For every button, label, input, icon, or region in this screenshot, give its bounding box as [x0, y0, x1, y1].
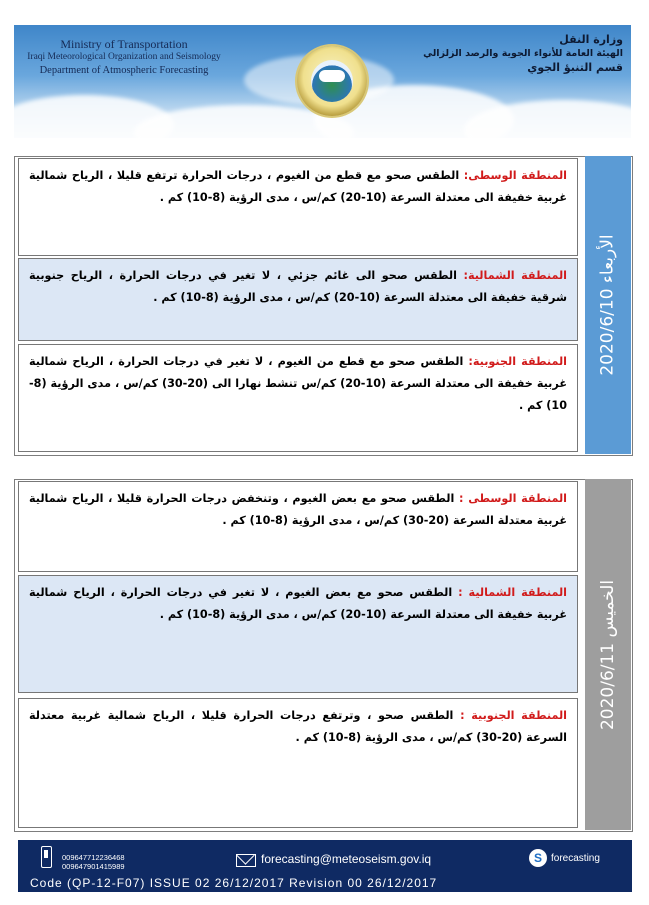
email-link[interactable]: forecasting@meteoseism.gov.iq	[261, 852, 432, 866]
region-name: المنطقة الجنوبية:	[468, 355, 568, 368]
day-1-northern-region	[18, 258, 578, 341]
region-text: الطقس صحو مع بعض الغيوم ، لا تغير في درجات الحرارة ، الرياح شمالية غربية خفيفة الى معتدلة السرعة (10-20) كم/س ، مدى الرؤية (8-10) كم .	[29, 586, 567, 621]
phone-number-2[interactable]: 009647901415989	[62, 862, 125, 871]
phone-numbers	[62, 853, 125, 871]
day-1-southern-region	[18, 344, 578, 452]
arabic-ministry: وزارة النقل	[559, 33, 623, 46]
english-ministry: Ministry of Transportation	[60, 37, 188, 51]
day-1-central-region	[18, 158, 578, 256]
region-name: المنطقة الوسطى :	[459, 492, 567, 505]
footer-bar	[18, 840, 632, 892]
phone-number-1[interactable]: 009647712236468	[62, 853, 125, 862]
header-english-text	[24, 37, 224, 77]
skype-icon: S	[529, 849, 547, 867]
day-2-tab	[585, 479, 631, 830]
meteorological-logo-icon	[297, 46, 367, 116]
region-text: الطقس صحو مع بعض الغيوم ، وتنخفض درجات الحرارة قليلا ، الرياح شمالية غربية معتدلة السرعة (20-30) كم/س ، مدى الرؤية (8-10) كم .	[29, 492, 567, 527]
english-organization: Iraqi Meteorological Organization and Seismology	[27, 52, 221, 62]
phone-icon	[41, 846, 52, 868]
header-banner	[14, 25, 631, 138]
skype-id[interactable]: forecasting	[551, 853, 600, 864]
arabic-organization: الهيئة العامة للأنواء الجوية والرصد الزلزالي	[423, 47, 623, 59]
day-1-tab	[585, 156, 631, 454]
day-1-label: الأربعاء 2020/6/10	[598, 234, 618, 376]
mail-icon	[236, 854, 256, 867]
day-2-southern-region	[18, 698, 578, 828]
english-department: Department of Atmospheric Forecasting	[39, 64, 209, 76]
region-text: الطقس صحو ، وترتفع درجات الحرارة قليلا ، الرياح شمالية غربية معتدلة السرعة (20-30) كم/س ، مدى الرؤية (8-10) كم .	[29, 709, 567, 744]
region-name: المنطقة الشمالية :	[458, 586, 567, 599]
arabic-department: قسم التنبؤ الجوي	[527, 60, 623, 74]
region-name: المنطقة الوسطى:	[463, 169, 567, 182]
day-2-central-region	[18, 481, 578, 572]
region-text: الطقس صحو مع قطع من الغيوم ، لا تغير في درجات الحرارة ، الرياح شمالية غربية خفيفة الى معتدلة السرعة (10-20) كم/س تنشط نهارا الى (20-30) كم/س ، مدى الرؤية (8-10) كم .	[29, 355, 567, 412]
region-name: المنطقة الشمالية:	[463, 269, 567, 282]
region-name: المنطقة الجنوبية :	[460, 709, 567, 722]
header-arabic-text	[413, 33, 623, 76]
region-text: الطقس صحو مع قطع من الغيوم ، درجات الحرارة ترتفع قليلا ، الرياح شمالية غربية خفيفة الى معتدلة السرعة (10-20) كم/س ، مدى الرؤية (8-10) كم .	[29, 169, 567, 204]
region-text: الطقس صحو الى غائم جزئي ، لا تغير في درجات الحرارة ، الرياح جنوبية شرقية خفيفة الى معتدلة السرعة (10-20) كم/س ، مدى الرؤية (8-10) كم .	[29, 269, 567, 304]
day-2-northern-region	[18, 575, 578, 693]
document-code-line: Code (QP-12-F07) ISSUE 02 26/12/2017 Revision 00 26/12/2017	[30, 876, 438, 890]
day-2-label: الخميس 2020/6/11	[598, 579, 618, 730]
